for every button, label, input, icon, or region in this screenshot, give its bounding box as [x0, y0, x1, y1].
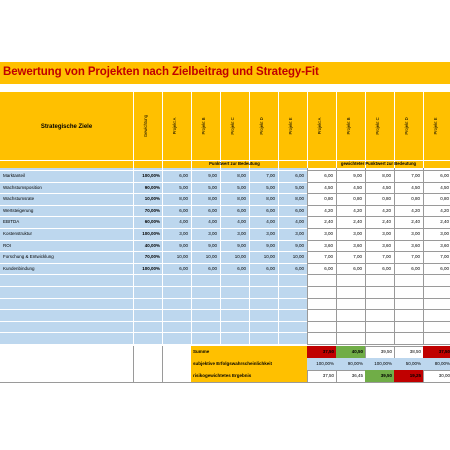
cell-gewichtet: 0,80: [411, 196, 420, 202]
cell-gewichtet: 3,60: [440, 242, 449, 248]
cell-punktwert: 6,00: [208, 265, 217, 271]
cell-gewichtet: 2,40: [324, 219, 333, 225]
cell-gewichtet: 6,00: [382, 265, 391, 271]
cell-gewichtet: 3,00: [440, 231, 449, 236]
column-header-weighted-project: Projekt B: [346, 117, 351, 135]
row-gewichtung: 100,00%: [142, 231, 160, 236]
cell-punktwert: 8,00: [237, 173, 246, 178]
cell-punktwert: 6,00: [266, 207, 275, 213]
cell-punktwert: 4,00: [179, 219, 188, 225]
column-header-weighted-project: Projekt E: [433, 117, 438, 135]
cell-punktwert: 6,00: [179, 207, 188, 213]
subheader-punktwert: Punktwert zur Bedeutung: [209, 161, 260, 166]
cell-gewichtet: 0,80: [382, 196, 391, 202]
row-ziel-label: Kundenbindung: [3, 265, 35, 271]
cell-punktwert: 9,00: [237, 242, 246, 248]
cell-punktwert: 10,00: [263, 254, 275, 260]
cell-punktwert: 6,00: [237, 265, 246, 271]
cell-gewichtet: 3,00: [353, 231, 362, 236]
column-header-project: Projekt C: [230, 117, 235, 135]
cell-punktwert: 6,00: [295, 173, 304, 178]
wahrscheinlichkeit-value: 100,00%: [307, 358, 336, 370]
cell-gewichtet: 3,00: [382, 231, 391, 236]
summe-label: Summe: [193, 349, 210, 354]
cell-punktwert: 6,00: [179, 173, 188, 178]
ergebnis-value: 30,00: [438, 373, 450, 378]
row-gewichtung: 100,00%: [142, 265, 160, 271]
cell-punktwert: 3,00: [208, 231, 217, 236]
sheet-title: Bewertung von Projekten nach Zielbeitrag und Strategy-Fit: [3, 66, 319, 78]
wahrscheinlichkeit-value: 80,00%: [423, 358, 450, 370]
ergebnis-value: 37,50: [322, 373, 334, 378]
row-divider: [0, 344, 307, 345]
cell-gewichtet: 4,50: [324, 184, 333, 190]
cell-gewichtet: 4,50: [353, 184, 362, 190]
cell-gewichtet: 0,80: [353, 196, 362, 202]
column-header-gewichtung: Gewichtung: [143, 114, 148, 138]
cell-gewichtet: 6,00: [353, 265, 362, 271]
row-ziel-label: EBITDA: [3, 219, 20, 225]
wahrscheinlichkeit-value: 100,00%: [365, 358, 394, 370]
ergebnis-label: risikogewichtetes Ergebnis: [193, 373, 252, 378]
ergebnis-value: 36,45: [351, 373, 363, 378]
cell-gewichtet: 8,00: [382, 173, 391, 178]
cell-gewichtet: 7,00: [353, 254, 362, 260]
cell-gewichtet: 2,40: [411, 219, 420, 225]
column-header-ziele: Strategische Ziele: [40, 124, 93, 130]
cell-punktwert: 8,00: [295, 196, 304, 202]
cell-punktwert: 3,00: [179, 231, 188, 236]
cell-gewichtet: 2,40: [353, 219, 362, 225]
cell-gewichtet: 4,50: [411, 184, 420, 190]
cell-gewichtet: 7,00: [411, 254, 420, 260]
row-ziel-label: Kostenstruktur: [3, 231, 33, 236]
wahrscheinlichkeit-label: subjektive Erfolgswahrscheinlichkeit: [193, 361, 273, 366]
summe-value: 37,50: [423, 346, 450, 358]
cell-gewichtet: 7,00: [411, 173, 420, 178]
cell-punktwert: 6,00: [237, 207, 246, 213]
cell-punktwert: 8,00: [237, 196, 246, 202]
column-header-weighted-project: Projekt D: [404, 117, 409, 135]
cell-gewichtet: 4,20: [440, 207, 449, 213]
ergebnis-value: 39,50: [365, 370, 394, 382]
row-divider: [0, 309, 307, 310]
row-gewichtung: 70,00%: [144, 254, 160, 260]
wahrscheinlichkeit-value: 90,00%: [336, 358, 365, 370]
cell-punktwert: 5,00: [295, 184, 304, 190]
cell-gewichtet: 4,20: [324, 207, 333, 213]
row-ziel-label: Wachstumsposition: [3, 184, 42, 190]
cell-punktwert: 10,00: [292, 254, 304, 260]
row-gewichtung: 70,00%: [144, 207, 160, 213]
cell-gewichtet: 4,50: [382, 184, 391, 190]
cell-punktwert: 9,00: [208, 242, 217, 248]
cell-punktwert: 6,00: [295, 265, 304, 271]
summe-value: 40,50: [336, 346, 365, 358]
cell-gewichtet: 4,20: [382, 207, 391, 213]
cell-gewichtet: 3,00: [411, 231, 420, 236]
column-header-project: Projekt A: [172, 117, 177, 135]
cell-punktwert: 3,00: [295, 231, 304, 236]
cell-gewichtet: 9,00: [353, 173, 362, 178]
summe-value: 38,50: [409, 349, 421, 354]
cell-gewichtet: 6,00: [324, 173, 333, 178]
column-header-project: Projekt D: [259, 117, 264, 135]
cell-gewichtet: 6,00: [440, 173, 449, 178]
row-divider: [0, 298, 307, 299]
cell-gewichtet: 4,50: [440, 184, 449, 190]
cell-gewichtet: 2,40: [440, 219, 449, 225]
column-header-project: Projekt E: [288, 117, 293, 135]
cell-punktwert: 9,00: [295, 242, 304, 248]
cell-gewichtet: 7,00: [440, 254, 449, 260]
cell-gewichtet: 4,20: [411, 207, 420, 213]
cell-gewichtet: 7,00: [382, 254, 391, 260]
cell-gewichtet: 6,00: [411, 265, 420, 271]
cell-punktwert: 5,00: [237, 184, 246, 190]
row-gewichtung: 40,00%: [144, 242, 160, 248]
row-divider: [0, 286, 307, 287]
row-ziel-label: Wertsteigerung: [3, 207, 34, 213]
row-ziel-label: Marktanteil: [3, 173, 26, 178]
cell-gewichtet: 6,00: [440, 265, 449, 271]
cell-punktwert: 10,00: [176, 254, 188, 260]
cell-gewichtet: 4,20: [353, 207, 362, 213]
subheader-gewichtet: gewichteter Punktwert zur Bedeutung: [340, 161, 417, 166]
cell-punktwert: 5,00: [266, 184, 275, 190]
cell-punktwert: 6,00: [208, 207, 217, 213]
column-header-project: Projekt B: [201, 117, 206, 135]
cell-gewichtet: 3,60: [324, 242, 333, 248]
row-divider: [0, 274, 307, 275]
summe-value: 37,50: [307, 346, 336, 358]
row-gewichtung: 100,00%: [142, 173, 160, 178]
column-header-weighted-project: Projekt C: [375, 117, 380, 135]
row-gewichtung: 10,00%: [144, 196, 160, 202]
cell-punktwert: 4,00: [208, 219, 217, 225]
cell-gewichtet: 3,60: [382, 242, 391, 248]
cell-punktwert: 3,00: [266, 231, 275, 236]
summe-value: 39,50: [380, 349, 392, 354]
row-ziel-label: ROI: [3, 242, 12, 248]
row-ziel-label: Forschung & Entwicklung: [3, 254, 54, 260]
cell-punktwert: 8,00: [208, 196, 217, 202]
cell-punktwert: 9,00: [266, 242, 275, 248]
cell-gewichtet: 3,00: [324, 231, 333, 236]
cell-punktwert: 6,00: [295, 207, 304, 213]
cell-gewichtet: 6,00: [324, 265, 333, 271]
cell-gewichtet: 0,80: [324, 196, 333, 202]
cell-gewichtet: 0,80: [440, 196, 449, 202]
cell-gewichtet: 2,40: [382, 219, 391, 225]
row-divider: [0, 332, 307, 333]
cell-punktwert: 3,00: [237, 231, 246, 236]
cell-punktwert: 6,00: [179, 265, 188, 271]
cell-punktwert: 8,00: [266, 196, 275, 202]
row-ziel-label: Wachstumsrate: [3, 196, 35, 202]
ergebnis-value: 19,25: [394, 370, 423, 382]
wahrscheinlichkeit-value: 50,00%: [394, 358, 423, 370]
cell-punktwert: 8,00: [179, 196, 188, 202]
cell-gewichtet: 7,00: [324, 254, 333, 260]
row-gewichtung: 90,00%: [144, 184, 160, 190]
cell-punktwert: 10,00: [205, 254, 217, 260]
cell-gewichtet: 3,60: [411, 242, 420, 248]
cell-punktwert: 7,00: [266, 173, 275, 178]
row-gewichtung: 60,00%: [144, 219, 160, 225]
cell-punktwert: 9,00: [179, 242, 188, 248]
cell-punktwert: 9,00: [208, 173, 217, 178]
cell-punktwert: 5,00: [208, 184, 217, 190]
row-divider: [0, 321, 307, 322]
column-header-weighted-project: Projekt A: [317, 117, 322, 135]
cell-punktwert: 4,00: [237, 219, 246, 225]
cell-punktwert: 10,00: [234, 254, 246, 260]
cell-punktwert: 4,00: [295, 219, 304, 225]
cell-punktwert: 4,00: [266, 219, 275, 225]
cell-gewichtet: 3,60: [353, 242, 362, 248]
cell-punktwert: 5,00: [179, 184, 188, 190]
cell-punktwert: 6,00: [266, 265, 275, 271]
